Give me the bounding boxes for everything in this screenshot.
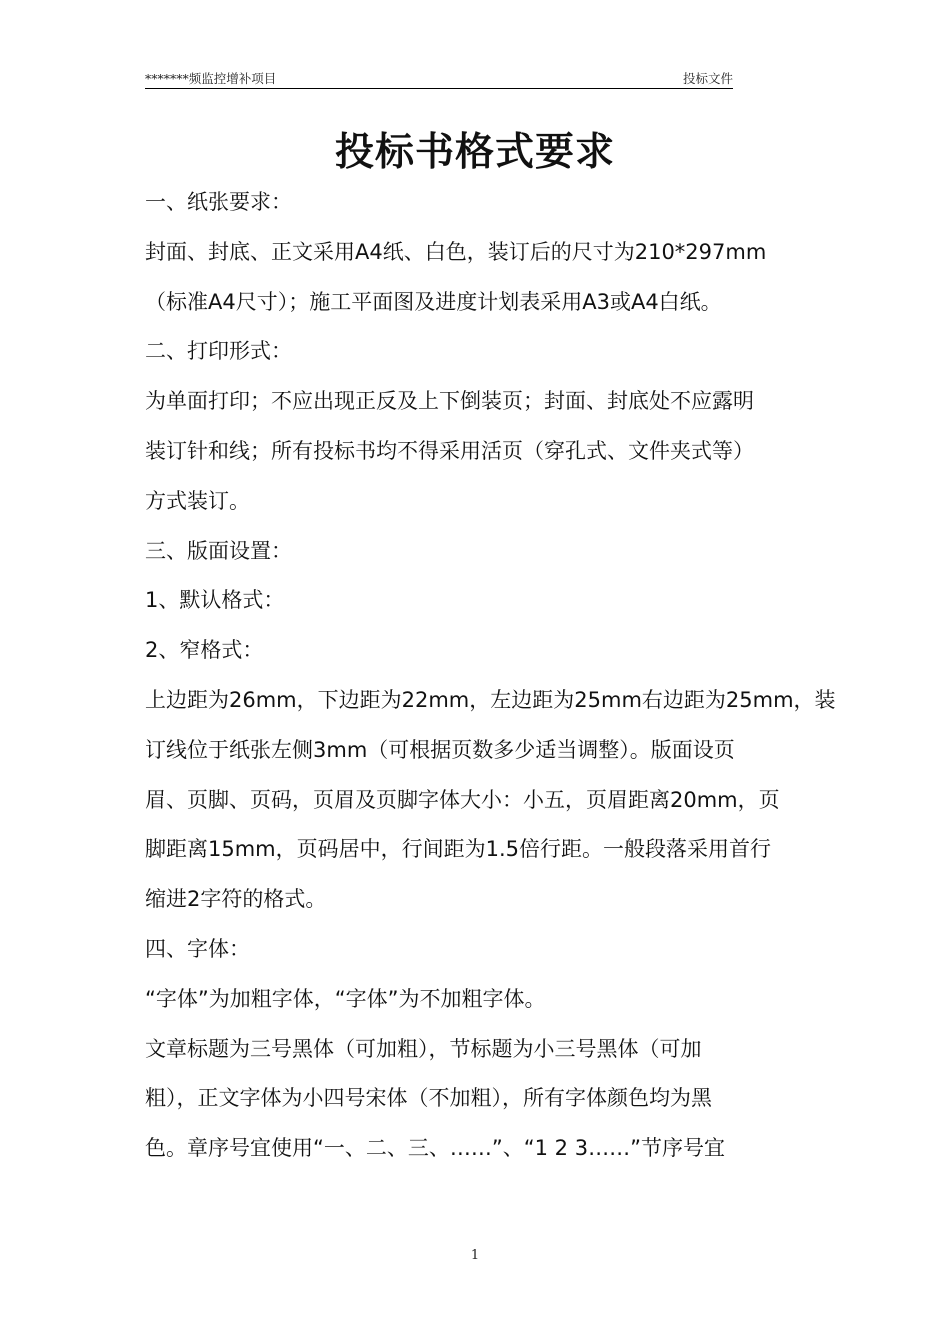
paragraph-line: 文章标题为三号黑体（可加粗），节标题为小三号黑体（可加 [145, 1036, 702, 1061]
paragraph-line: 上边距为26mm，下边距为22mm，左边距为25mm右边距为25mm，装 [145, 687, 836, 712]
paragraph-line: （标准A4尺寸）；施工平面图及进度计划表采用A3或A4白纸。 [145, 289, 722, 314]
paragraph-line: “字体”为加粗字体，“字体”为不加粗字体。 [145, 986, 546, 1011]
paragraph-line: 脚距离15mm，页码居中，行间距为1.5倍行距。一般段落采用首行 [145, 837, 772, 862]
paragraph-line: 为单面打印；不应出现正反及上下倒装页；封面、封底处不应露明 [145, 389, 754, 414]
document-body [145, 178, 836, 1174]
page-header [145, 70, 733, 89]
paragraph-line: 装订针和线；所有投标书均不得采用活页（穿孔式、文件夹式等） [145, 438, 754, 463]
page-number: 1 [470, 1248, 480, 1263]
paragraph-line: 眉、页脚、页码，页眉及页脚字体大小：小五，页眉距离20mm，页 [145, 787, 780, 812]
subsection-heading-narrow: 2、窄格式： [145, 638, 264, 663]
paragraph-line: 方式装订。 [145, 488, 250, 513]
subsection-heading-default: 1、默认格式： [145, 588, 285, 613]
section-heading-fonts: 四、字体： [145, 936, 250, 961]
section-heading-printing: 二、打印形式： [145, 339, 292, 364]
paragraph-line: 封面、封底、正文采用A4纸、白色，装订后的尺寸为210*297mm [145, 239, 767, 264]
paragraph-line: 缩进2字符的格式。 [145, 887, 327, 912]
paragraph-line: 粗），正文字体为小四号宋体（不加粗），所有字体颜色均为黑 [145, 1086, 712, 1111]
document-title: 投标书格式要求 [334, 130, 615, 175]
section-heading-paper: 一、纸张要求： [145, 190, 292, 214]
paragraph-line: 色。章序号宜使用“一、二、三、……”、“1 2 3……”节序号宜 [145, 1136, 725, 1161]
header-project-name: *******频监控增补项目 [145, 71, 277, 86]
header-document-type: 投标文件 [682, 71, 733, 86]
paragraph-line: 订线位于纸张左侧3mm（可根据页数多少适当调整）。版面设页 [145, 737, 735, 762]
section-heading-layout: 三、版面设置： [145, 538, 292, 563]
